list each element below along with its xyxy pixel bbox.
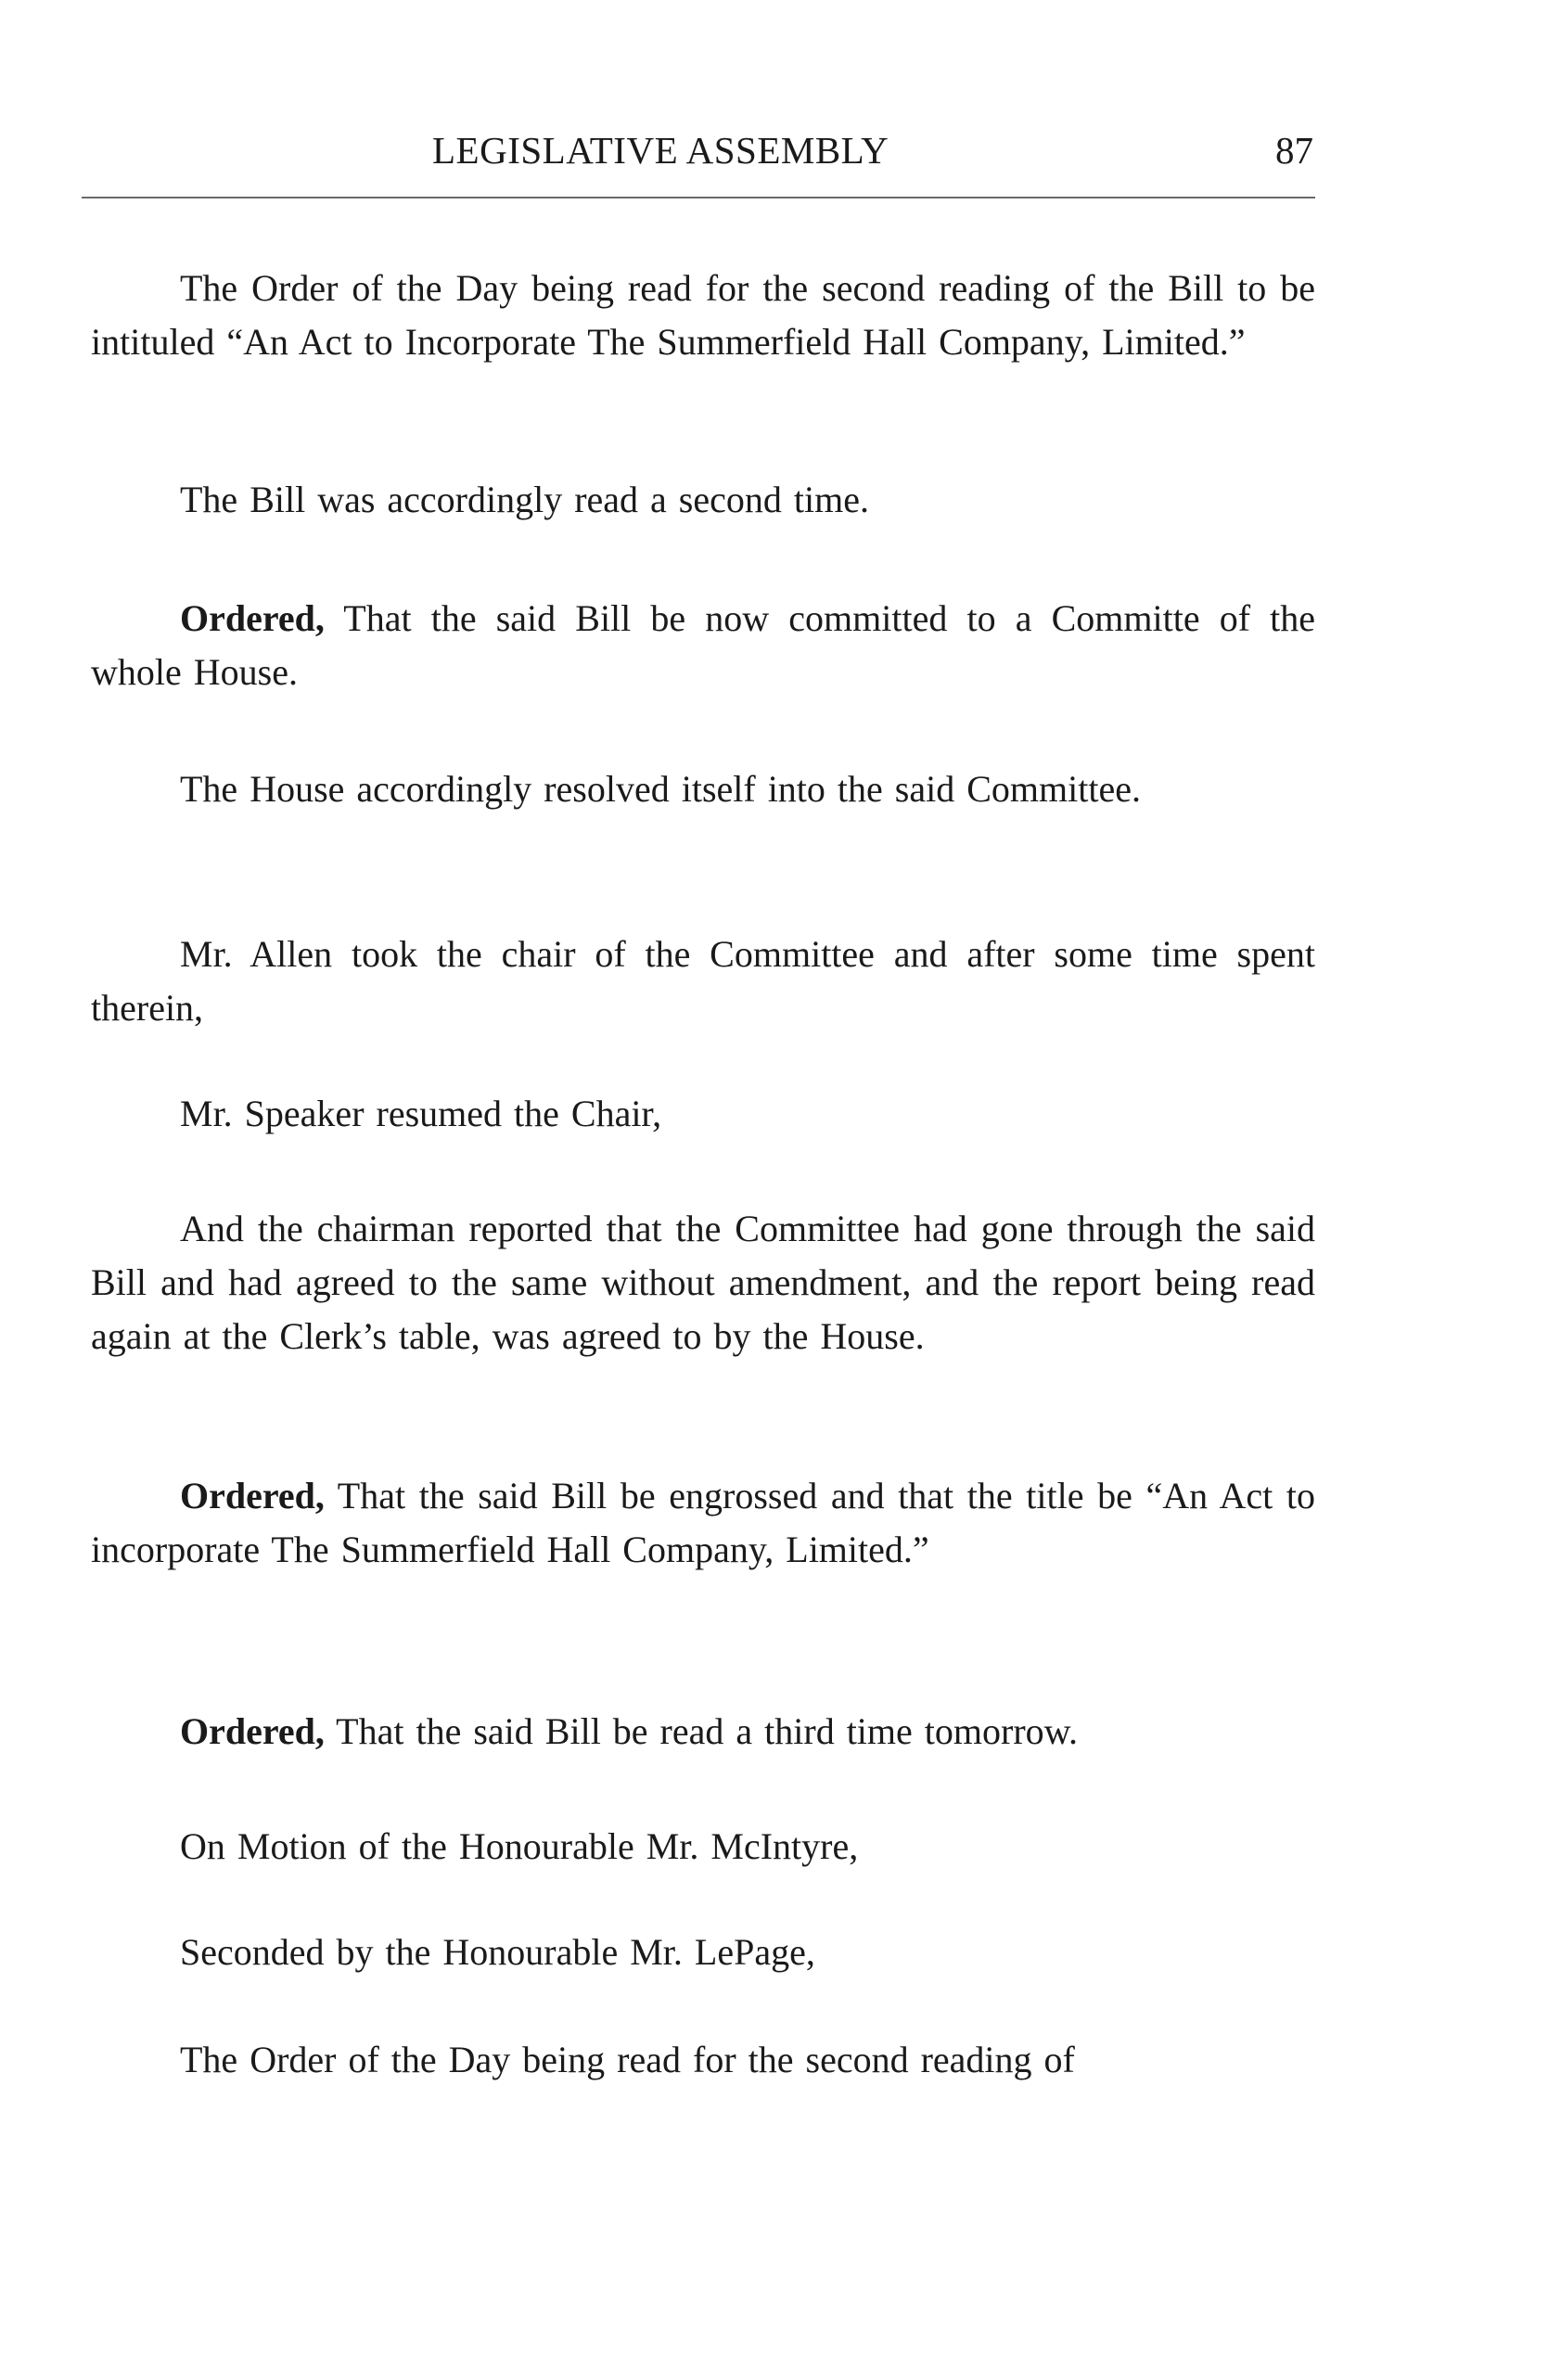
- paragraph-text: And the chairman reported that the Committee had gone through the said Bill and had agreed to the same without amendment, and the report being read again at the Clerk’s table, was agreed to by the House.: [91, 1208, 1315, 1357]
- paragraph-chairman-reported: [91, 1202, 1315, 1363]
- paragraph-text: That the said Bill be read a third time tomorrow.: [324, 1710, 1078, 1752]
- running-title: LEGISLATIVE ASSEMBLY: [432, 129, 889, 172]
- page-number: 87: [1275, 129, 1313, 172]
- paragraph-text: The Order of the Day being read for the second reading of: [180, 2039, 1075, 2080]
- paragraph-text: The Bill was accordingly read a second time.: [180, 479, 869, 520]
- paragraph-mr-allen: [91, 928, 1315, 1035]
- paragraph-order-of-day-continued: [91, 2033, 1315, 2087]
- paragraph-seconded-lepage: [91, 1926, 1315, 1979]
- paragraph-text: The House accordingly resolved itself into the said Committee.: [180, 768, 1141, 810]
- paragraph-text: The Order of the Day being read for the second reading of the Bill to be intituled “An Act to Incorporate The Summerfield Hall Company, Limited.”: [91, 267, 1315, 363]
- paragraph-ordered-engrossed: [91, 1469, 1315, 1577]
- paragraph-order-of-day-summerfield: [91, 262, 1315, 369]
- paragraph-text: Seconded by the Honourable Mr. LePage,: [180, 1931, 815, 1973]
- paragraph-text: On Motion of the Honourable Mr. McIntyre,: [180, 1825, 859, 1867]
- ordered-label: Ordered,: [180, 597, 325, 639]
- paragraph-text: Mr. Speaker resumed the Chair,: [180, 1093, 662, 1134]
- paragraph-speaker-resumed: [91, 1087, 1315, 1141]
- ordered-label: Ordered,: [180, 1475, 325, 1516]
- paragraph-second-reading: [91, 473, 1315, 527]
- header-rule: [82, 197, 1315, 198]
- paragraph-motion-mcintyre: [91, 1820, 1315, 1874]
- paragraph-ordered-committed: [91, 592, 1315, 699]
- paragraph-ordered-third-reading: [91, 1705, 1315, 1759]
- paragraph-text: Mr. Allen took the chair of the Committee and after some time spent therein,: [91, 933, 1315, 1029]
- paragraph-house-resolved: [91, 762, 1315, 816]
- paragraph-text: That the said Bill be now committed to a Committe of the whole House.: [91, 597, 1315, 693]
- page-header: [89, 128, 1313, 184]
- paragraph-text: That the said Bill be engrossed and that the title be “An Act to incorporate The Summerfield Hall Company, Limited.”: [91, 1475, 1315, 1570]
- ordered-label: Ordered,: [180, 1710, 325, 1752]
